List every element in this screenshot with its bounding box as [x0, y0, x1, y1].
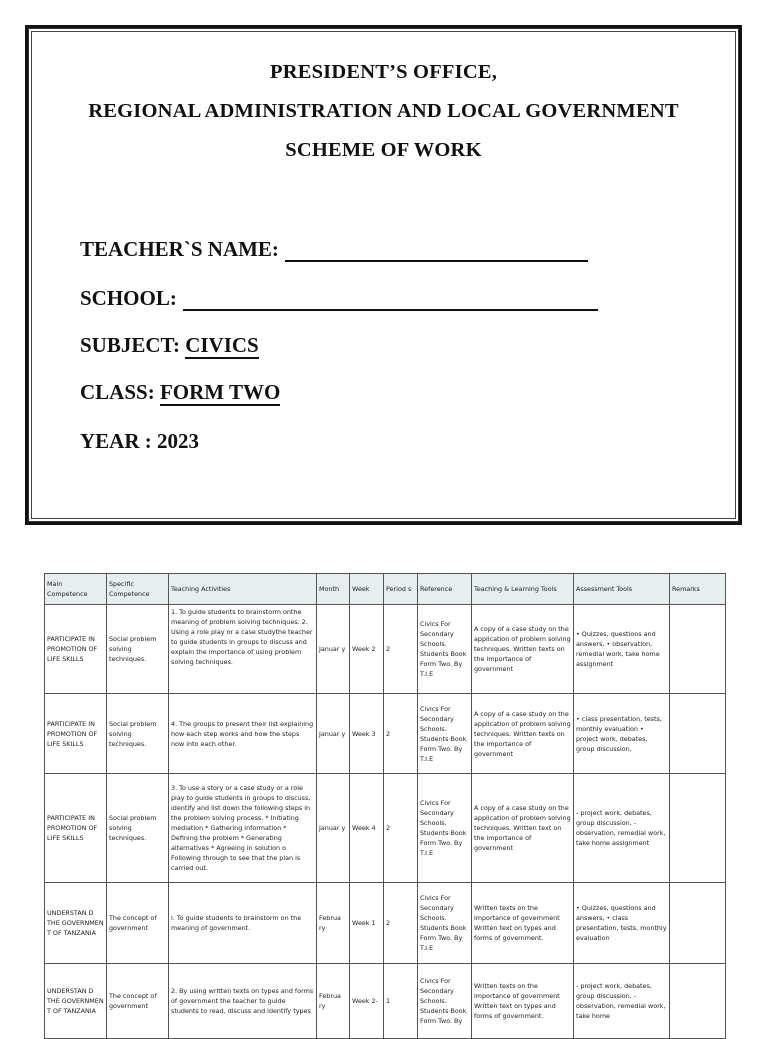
cell-periods: 2 — [384, 694, 418, 774]
cell-activities: l. To guide students to brainstorm on the meaning of government. — [169, 883, 317, 964]
class-label: CLASS: — [80, 380, 155, 404]
class-field — [80, 380, 280, 405]
year-field — [80, 429, 199, 454]
cell-reference: Civics For Secondary Schools. Students Book Form Two. By — [418, 964, 472, 1039]
cell-activities: 2. By using written texts on types and forms of government the teacher to guide students to read, discuss and identify types — [169, 964, 317, 1039]
cell-activities: 1. To guide students to brainstorm onthe meaning of problem solving techniques. 2. Using a role play or a case studythe teacher to guide students in groups to discuss and explain the importance of using problem solving techniques. — [169, 605, 317, 694]
cover-title-line1: PRESIDENT’S OFFICE, — [269, 61, 498, 83]
cell-tools: A copy of a case study on the application of problem solving techniques. Written texts on the importance of government — [472, 694, 574, 774]
teacher-name-label: TEACHER`S NAME: — [80, 237, 279, 261]
cell-week: Week 4 — [350, 774, 384, 883]
cell-week: Week 3 — [350, 694, 384, 774]
cell-remarks — [670, 694, 726, 774]
cell-main: UNDERSTAN D THE GOVERNMEN T OF TANZANIA — [45, 883, 107, 964]
table-row — [45, 605, 726, 694]
cell-assessment: - project work, debates, group discussion, - observation, remedial work, take home — [574, 964, 670, 1039]
cell-activities: 3. To use a story or a case study or a role play to guide students in groups to discuss, identify and list down the following steps in the problem solving process. * Initiating mediation * Gathering information * Defining the problem * Generating alternatives * Agreeing in solution o Following through to see that the plan is carried out. — [169, 774, 317, 883]
cell-specific: Social problem solving techniques. — [107, 605, 169, 694]
cell-assessment: - project work, debates, group discussion, - observation, remedial work, take home assignment — [574, 774, 670, 883]
cell-assessment: • Quizzes, questions and answers, • class presentation, tests, monthly evaluation — [574, 883, 670, 964]
cell-week: Week 2 — [350, 605, 384, 694]
cell-month: Februa ry — [317, 964, 350, 1039]
cell-periods: 2 — [384, 605, 418, 694]
class-value: FORM TWO — [159, 380, 281, 404]
subject-label: SUBJECT: — [80, 333, 180, 357]
cell-month: Januar y — [317, 774, 350, 883]
cell-tools: Written texts on the importance of government Written text on types and forms of government. — [472, 883, 574, 964]
cell-remarks — [670, 964, 726, 1039]
cell-assessment: • Quizzes, questions and answers, • observation, remedial work, take home assignment — [574, 605, 670, 694]
header-remarks: Remarks — [670, 574, 726, 605]
teacher-name-blank — [285, 242, 588, 262]
header-month: Month — [317, 574, 350, 605]
scheme-of-work-table — [44, 573, 726, 1039]
subject-value: CIVICS — [185, 333, 259, 357]
cell-reference: Civics For Secondary Schools. Students Book Form Two. By T.I.E — [418, 774, 472, 883]
teacher-name-field — [80, 237, 588, 262]
table-row — [45, 964, 726, 1039]
cell-week: Week 2- — [350, 964, 384, 1039]
cell-reference: Civics For Secondary Schools. Students Book Form Two. By T.I.E — [418, 605, 472, 694]
cell-main: PARTICIPATE IN PROMOTION OF LIFE SKILLS — [45, 774, 107, 883]
cell-remarks — [670, 774, 726, 883]
cell-reference: Civics For Secondary Schools. Students Book Form Two. By T.I.E — [418, 694, 472, 774]
header-specific-competence: Specific Competence — [107, 574, 169, 605]
cell-main: UNDERSTAN D THE GOVERNMEN T OF TANZANIA — [45, 964, 107, 1039]
cell-periods: 2 — [384, 774, 418, 883]
cell-reference: Civics For Secondary Schools. Students Book Form Two. By T.I.E — [418, 883, 472, 964]
cell-periods: 2 — [384, 883, 418, 964]
scheme-table-wrap — [44, 573, 725, 1039]
cover-title-line2: REGIONAL ADMINISTRATION AND LOCAL GOVERNMENT — [88, 100, 679, 122]
cell-month: Januar y — [317, 605, 350, 694]
cell-main: PARTICIPATE IN PROMOTION OF LIFE SKILLS — [45, 605, 107, 694]
cover-inner-border — [31, 31, 736, 519]
subject-field — [80, 333, 259, 358]
cell-week: Week 1 — [350, 883, 384, 964]
cell-remarks — [670, 883, 726, 964]
header-periods: Period s — [384, 574, 418, 605]
cell-tools: A copy of a case study on the application of problem solving techniques. Written text on the importance of government — [472, 774, 574, 883]
cell-tools: A copy of a case study on the application of problem solving techniques. Written texts on the importance of government — [472, 605, 574, 694]
cell-specific: The concept of government — [107, 883, 169, 964]
table-row — [45, 774, 726, 883]
table-row — [45, 883, 726, 964]
header-tools: Teaching & Learning Tools — [472, 574, 574, 605]
school-blank — [183, 291, 598, 311]
cell-assessment: • class presentation, tests, monthly evaluation • project work, debates, group discussion, — [574, 694, 670, 774]
cell-month: Februa ry — [317, 883, 350, 964]
cell-specific: Social problem solving techniques. — [107, 694, 169, 774]
cell-month: Januar y — [317, 694, 350, 774]
header-teaching-activities: Teaching Activities — [169, 574, 317, 605]
cover-title-line3: SCHEME OF WORK — [285, 139, 482, 161]
cell-activities: 4. The groups to present their list explaining how each step works and how the steps now into each other. — [169, 694, 317, 774]
school-label: SCHOOL: — [80, 286, 177, 310]
cell-specific: The concept of government — [107, 964, 169, 1039]
header-reference: Reference — [418, 574, 472, 605]
header-main-competence: Main Competence — [45, 574, 107, 605]
header-assessment: Assessment Tools — [574, 574, 670, 605]
cell-tools: Written texts on the importance of government Written text on types and forms of government. — [472, 964, 574, 1039]
year-value: 2023 — [157, 429, 199, 453]
cover-frame — [25, 25, 742, 525]
school-field — [80, 286, 598, 311]
cell-main: PARTICIPATE IN PROMOTION OF LIFE SKILLS — [45, 694, 107, 774]
cell-periods: 1 — [384, 964, 418, 1039]
header-week: Week — [350, 574, 384, 605]
year-label: YEAR : — [80, 429, 152, 453]
cell-remarks — [670, 605, 726, 694]
table-row — [45, 694, 726, 774]
table-header-row — [45, 574, 726, 605]
cell-specific: Social problem solving techniques. — [107, 774, 169, 883]
